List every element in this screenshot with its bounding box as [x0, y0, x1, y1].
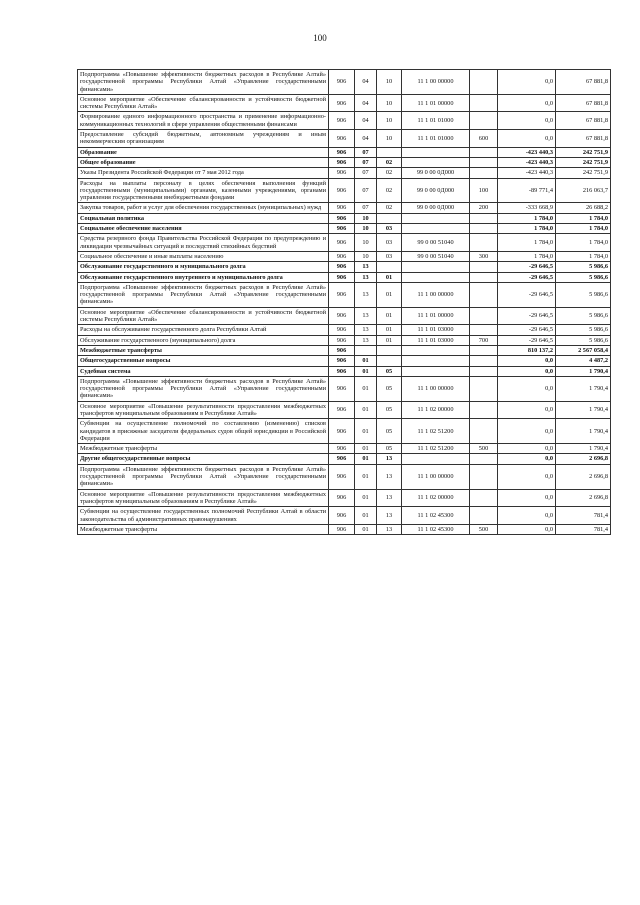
table-row: [78, 325, 611, 335]
row-amount-change: 0,0: [498, 524, 556, 534]
row-subsection-code: 01: [377, 307, 402, 325]
row-amount-total: 242 751,9: [556, 157, 611, 167]
row-section-code: 01: [355, 489, 377, 507]
row-amount-change: 0,0: [498, 444, 556, 454]
row-target-article: 11 1 02 00000: [402, 401, 470, 419]
row-expense-type: [470, 454, 498, 464]
row-admin-code: 906: [329, 366, 355, 376]
table-row: [78, 224, 611, 234]
row-target-article: [402, 272, 470, 282]
row-admin-code: 906: [329, 356, 355, 366]
row-name: Подпрограмма «Повышение эффективности бюджетных расходов в Республике Алтай» государственной программы Республики Алтай «Управление государственными финансами»: [78, 464, 329, 489]
row-admin-code: 906: [329, 489, 355, 507]
row-admin-code: 906: [329, 307, 355, 325]
row-subsection-code: 02: [377, 157, 402, 167]
row-name: Межбюджетные трансферты: [78, 444, 329, 454]
row-expense-type: [470, 282, 498, 307]
row-amount-total: 5 986,6: [556, 262, 611, 272]
row-expense-type: [470, 366, 498, 376]
table-row: [78, 234, 611, 252]
row-section-code: 04: [355, 94, 377, 112]
row-name: Социальное обеспечение населения: [78, 224, 329, 234]
row-expense-type: 100: [470, 178, 498, 203]
row-section-code: 07: [355, 203, 377, 213]
row-admin-code: 906: [329, 454, 355, 464]
row-admin-code: 906: [329, 234, 355, 252]
row-admin-code: 906: [329, 272, 355, 282]
row-amount-total: 1 790,4: [556, 376, 611, 401]
row-subsection-code: 01: [377, 282, 402, 307]
row-target-article: 11 1 01 03000: [402, 335, 470, 345]
row-subsection-code: 10: [377, 70, 402, 95]
row-name: Основное мероприятие «Обеспечение сбалансированности и устойчивости бюджетной системы Республики Алтай»: [78, 94, 329, 112]
row-target-article: 11 1 01 01000: [402, 130, 470, 148]
row-expense-type: [470, 489, 498, 507]
row-target-article: 11 1 00 00000: [402, 70, 470, 95]
row-section-code: 01: [355, 444, 377, 454]
row-section-code: 01: [355, 507, 377, 525]
row-section-code: 10: [355, 224, 377, 234]
table-row: [78, 489, 611, 507]
row-subsection-code: [377, 345, 402, 355]
row-admin-code: 906: [329, 325, 355, 335]
row-expense-type: [470, 213, 498, 223]
row-target-article: 11 1 00 00000: [402, 376, 470, 401]
row-admin-code: 906: [329, 112, 355, 130]
row-expense-type: [470, 112, 498, 130]
row-section-code: 07: [355, 147, 377, 157]
row-amount-total: 4 487,2: [556, 356, 611, 366]
row-expense-type: [470, 307, 498, 325]
row-amount-change: 1 784,0: [498, 234, 556, 252]
row-amount-change: -29 646,5: [498, 325, 556, 335]
row-amount-total: 2 696,8: [556, 454, 611, 464]
row-name: Расходы на обслуживание государственного долга Республики Алтай: [78, 325, 329, 335]
row-expense-type: [470, 345, 498, 355]
row-section-code: 07: [355, 178, 377, 203]
row-name: Другие общегосударственные вопросы: [78, 454, 329, 464]
row-name: Межбюджетные трансферты: [78, 345, 329, 355]
row-amount-total: 2 696,8: [556, 464, 611, 489]
row-target-article: 99 0 00 0Д000: [402, 168, 470, 178]
row-section-code: 13: [355, 262, 377, 272]
table-row: [78, 282, 611, 307]
row-subsection-code: 01: [377, 272, 402, 282]
row-section-code: 04: [355, 70, 377, 95]
row-expense-type: [470, 157, 498, 167]
row-section-code: 13: [355, 272, 377, 282]
row-section-code: 13: [355, 282, 377, 307]
row-amount-change: 1 784,0: [498, 224, 556, 234]
table-body: [78, 70, 611, 535]
table-row: [78, 157, 611, 167]
table-row: [78, 376, 611, 401]
row-expense-type: [470, 262, 498, 272]
row-expense-type: 500: [470, 524, 498, 534]
row-subsection-code: 13: [377, 464, 402, 489]
row-amount-change: 810 137,2: [498, 345, 556, 355]
row-expense-type: [470, 401, 498, 419]
row-subsection-code: 01: [377, 325, 402, 335]
row-subsection-code: 13: [377, 489, 402, 507]
row-name: Основное мероприятие «Повышение результативности предоставления межбюджетных трансфертов муниципальным образованиям в Республике Алтай»: [78, 489, 329, 507]
table-row: [78, 168, 611, 178]
row-expense-type: [470, 234, 498, 252]
row-target-article: 11 1 02 51200: [402, 444, 470, 454]
row-subsection-code: 03: [377, 234, 402, 252]
table-row: [78, 94, 611, 112]
table-row: [78, 507, 611, 525]
row-section-code: 01: [355, 524, 377, 534]
row-name: Общегосударственные вопросы: [78, 356, 329, 366]
row-amount-change: 0,0: [498, 112, 556, 130]
table-row: [78, 272, 611, 282]
row-subsection-code: 03: [377, 251, 402, 261]
table-row: [78, 130, 611, 148]
row-amount-total: 5 986,6: [556, 325, 611, 335]
row-admin-code: 906: [329, 94, 355, 112]
row-subsection-code: 05: [377, 444, 402, 454]
row-subsection-code: 05: [377, 401, 402, 419]
row-section-code: 10: [355, 213, 377, 223]
row-name: Подпрограмма «Повышение эффективности бюджетных расходов в Республике Алтай» государственной программы Республики Алтай «Управление государственными финансами»: [78, 282, 329, 307]
row-subsection-code: 10: [377, 94, 402, 112]
row-amount-change: 0,0: [498, 507, 556, 525]
row-admin-code: 906: [329, 345, 355, 355]
table-row: [78, 213, 611, 223]
row-amount-change: -29 646,5: [498, 282, 556, 307]
row-subsection-code: [377, 262, 402, 272]
row-target-article: 99 0 00 51040: [402, 251, 470, 261]
table-row: [78, 419, 611, 444]
row-amount-total: 67 881,8: [556, 70, 611, 95]
row-admin-code: 906: [329, 524, 355, 534]
row-admin-code: 906: [329, 376, 355, 401]
row-amount-change: -423 440,3: [498, 157, 556, 167]
row-section-code: 10: [355, 234, 377, 252]
row-name: Подпрограмма «Повышение эффективности бюджетных расходов в Республике Алтай» государственной программы Республики Алтай «Управление государственными финансами»: [78, 70, 329, 95]
row-name: Формирование единого информационного пространства и применение информационно-коммуникационных технологий в сфере управления общественными финансами: [78, 112, 329, 130]
row-amount-change: 0,0: [498, 366, 556, 376]
row-amount-total: 781,4: [556, 507, 611, 525]
row-subsection-code: 01: [377, 335, 402, 345]
row-amount-total: 1 784,0: [556, 234, 611, 252]
row-subsection-code: 05: [377, 376, 402, 401]
row-admin-code: 906: [329, 444, 355, 454]
row-subsection-code: 10: [377, 130, 402, 148]
row-expense-type: 600: [470, 130, 498, 148]
row-admin-code: 906: [329, 130, 355, 148]
row-expense-type: [470, 356, 498, 366]
row-expense-type: [470, 94, 498, 112]
table-row: [78, 345, 611, 355]
row-amount-change: 0,0: [498, 401, 556, 419]
row-expense-type: [470, 224, 498, 234]
row-admin-code: 906: [329, 419, 355, 444]
row-amount-change: -29 646,5: [498, 335, 556, 345]
row-expense-type: [470, 376, 498, 401]
row-section-code: 04: [355, 112, 377, 130]
table-row: [78, 524, 611, 534]
row-target-article: [402, 454, 470, 464]
row-amount-change: 1 784,0: [498, 251, 556, 261]
row-admin-code: 906: [329, 224, 355, 234]
row-target-article: [402, 224, 470, 234]
row-amount-total: 1 784,0: [556, 251, 611, 261]
row-admin-code: 906: [329, 157, 355, 167]
row-target-article: 11 1 02 45300: [402, 524, 470, 534]
page-number: 100: [313, 33, 327, 43]
row-target-article: 11 1 00 00000: [402, 464, 470, 489]
row-amount-change: -333 668,9: [498, 203, 556, 213]
table-row: [78, 356, 611, 366]
row-name: Межбюджетные трансферты: [78, 524, 329, 534]
table-row: [78, 401, 611, 419]
row-amount-change: 0,0: [498, 70, 556, 95]
row-expense-type: [470, 464, 498, 489]
row-admin-code: 906: [329, 401, 355, 419]
row-amount-change: 0,0: [498, 454, 556, 464]
row-amount-total: 1 790,4: [556, 444, 611, 454]
row-name: Образование: [78, 147, 329, 157]
row-amount-change: -89 771,4: [498, 178, 556, 203]
row-admin-code: 906: [329, 464, 355, 489]
row-amount-total: 1 790,4: [556, 366, 611, 376]
row-admin-code: 906: [329, 213, 355, 223]
row-amount-change: 1 784,0: [498, 213, 556, 223]
row-name: Указы Президента Российской Федерации от 7 мая 2012 года: [78, 168, 329, 178]
row-amount-total: 1 784,0: [556, 224, 611, 234]
row-target-article: 99 0 00 0Д000: [402, 178, 470, 203]
row-target-article: [402, 213, 470, 223]
budget-table: [77, 69, 611, 535]
row-amount-change: 0,0: [498, 130, 556, 148]
row-target-article: [402, 157, 470, 167]
row-amount-total: 5 986,6: [556, 282, 611, 307]
row-expense-type: [470, 507, 498, 525]
row-expense-type: 500: [470, 444, 498, 454]
row-name: Социальная политика: [78, 213, 329, 223]
row-admin-code: 906: [329, 178, 355, 203]
row-admin-code: 906: [329, 147, 355, 157]
row-name: Обслуживание государственного (муниципального) долга: [78, 335, 329, 345]
row-amount-change: 0,0: [498, 419, 556, 444]
row-target-article: 11 1 01 00000: [402, 307, 470, 325]
row-target-article: 11 1 01 01000: [402, 112, 470, 130]
table-row: [78, 454, 611, 464]
row-subsection-code: [377, 147, 402, 157]
row-target-article: 99 0 00 0Д000: [402, 203, 470, 213]
row-amount-change: -29 646,5: [498, 272, 556, 282]
row-amount-change: 0,0: [498, 94, 556, 112]
row-section-code: 07: [355, 168, 377, 178]
row-amount-total: 2 696,8: [556, 489, 611, 507]
table-row: [78, 70, 611, 95]
row-subsection-code: 05: [377, 419, 402, 444]
row-name: Общее образование: [78, 157, 329, 167]
row-amount-total: 5 986,6: [556, 272, 611, 282]
row-target-article: [402, 356, 470, 366]
row-amount-change: -29 646,5: [498, 307, 556, 325]
row-amount-total: 242 751,9: [556, 168, 611, 178]
row-name: Расходы на выплаты персоналу в целях обеспечения выполнения функций государственными (муниципальными) органами, казенными учреждениями, органами управления государственными внебюджетными фондами: [78, 178, 329, 203]
row-section-code: 01: [355, 464, 377, 489]
row-expense-type: 700: [470, 335, 498, 345]
row-target-article: [402, 147, 470, 157]
row-name: Подпрограмма «Повышение эффективности бюджетных расходов в Республике Алтай» государственной программы Республики Алтай «Управление государственными финансами»: [78, 376, 329, 401]
row-name: Социальное обеспечение и иные выплаты населению: [78, 251, 329, 261]
row-amount-total: 67 881,8: [556, 112, 611, 130]
row-expense-type: [470, 419, 498, 444]
row-target-article: 11 1 00 00000: [402, 282, 470, 307]
row-amount-change: 0,0: [498, 489, 556, 507]
row-amount-change: -29 646,5: [498, 262, 556, 272]
row-admin-code: 906: [329, 168, 355, 178]
row-section-code: 10: [355, 251, 377, 261]
row-name: Обслуживание государственного внутреннего и муниципального долга: [78, 272, 329, 282]
row-amount-total: 781,4: [556, 524, 611, 534]
row-subsection-code: 13: [377, 524, 402, 534]
row-name: Судебная система: [78, 366, 329, 376]
row-name: Предоставление субсидий бюджетным, автономным учреждениям и иным некоммерческим организациям: [78, 130, 329, 148]
row-name: Средства резервного фонда Правительства Российской Федерации по предупреждению и ликвидации чрезвычайных ситуаций и последствий стихийных бедствий: [78, 234, 329, 252]
table-row: [78, 464, 611, 489]
table-row: [78, 366, 611, 376]
row-target-article: [402, 262, 470, 272]
row-amount-total: 216 063,7: [556, 178, 611, 203]
row-amount-change: 0,0: [498, 356, 556, 366]
row-section-code: 07: [355, 157, 377, 167]
row-subsection-code: 02: [377, 203, 402, 213]
row-section-code: [355, 345, 377, 355]
row-expense-type: [470, 70, 498, 95]
row-target-article: [402, 345, 470, 355]
row-subsection-code: [377, 356, 402, 366]
row-section-code: 04: [355, 130, 377, 148]
row-section-code: 13: [355, 307, 377, 325]
table-row: [78, 203, 611, 213]
row-subsection-code: 13: [377, 454, 402, 464]
row-admin-code: 906: [329, 251, 355, 261]
row-target-article: 11 1 02 45300: [402, 507, 470, 525]
row-target-article: 11 1 01 03000: [402, 325, 470, 335]
row-subsection-code: 03: [377, 224, 402, 234]
table-row: [78, 147, 611, 157]
row-amount-total: 1 784,0: [556, 213, 611, 223]
row-section-code: 13: [355, 325, 377, 335]
row-section-code: 01: [355, 419, 377, 444]
row-expense-type: [470, 325, 498, 335]
row-section-code: 01: [355, 356, 377, 366]
row-expense-type: [470, 168, 498, 178]
row-amount-change: -423 440,3: [498, 168, 556, 178]
row-subsection-code: 02: [377, 178, 402, 203]
row-amount-change: 0,0: [498, 464, 556, 489]
row-amount-total: 5 986,6: [556, 335, 611, 345]
row-amount-total: 1 790,4: [556, 401, 611, 419]
row-admin-code: 906: [329, 335, 355, 345]
row-target-article: 11 1 02 51200: [402, 419, 470, 444]
row-amount-total: 67 881,8: [556, 130, 611, 148]
row-target-article: 11 1 02 00000: [402, 489, 470, 507]
table-row: [78, 178, 611, 203]
row-expense-type: [470, 272, 498, 282]
row-admin-code: 906: [329, 70, 355, 95]
row-target-article: 11 1 01 00000: [402, 94, 470, 112]
row-name: Субвенции на осуществление государственных полномочий Республики Алтай в области законодательства об административных правонарушениях: [78, 507, 329, 525]
row-target-article: 99 0 00 51040: [402, 234, 470, 252]
row-target-article: [402, 366, 470, 376]
row-subsection-code: 02: [377, 168, 402, 178]
row-admin-code: 906: [329, 262, 355, 272]
row-admin-code: 906: [329, 203, 355, 213]
row-section-code: 13: [355, 335, 377, 345]
row-amount-total: 67 881,8: [556, 94, 611, 112]
row-subsection-code: 05: [377, 366, 402, 376]
row-amount-total: 5 986,6: [556, 307, 611, 325]
row-subsection-code: 10: [377, 112, 402, 130]
row-amount-total: 1 790,4: [556, 419, 611, 444]
row-amount-total: 2 567 058,4: [556, 345, 611, 355]
row-section-code: 01: [355, 401, 377, 419]
row-subsection-code: 13: [377, 507, 402, 525]
row-expense-type: 200: [470, 203, 498, 213]
row-amount-total: 26 688,2: [556, 203, 611, 213]
table-row: [78, 112, 611, 130]
row-name: Основное мероприятие «Обеспечение сбалансированности и устойчивости бюджетной системы Республики Алтай»: [78, 307, 329, 325]
row-amount-change: -423 440,3: [498, 147, 556, 157]
row-section-code: 01: [355, 454, 377, 464]
row-name: Основное мероприятие «Повышение результативности предоставления межбюджетных трансфертов муниципальным образованиям в Республике Алтай»: [78, 401, 329, 419]
table-row: [78, 251, 611, 261]
row-section-code: 01: [355, 376, 377, 401]
row-admin-code: 906: [329, 282, 355, 307]
row-subsection-code: [377, 213, 402, 223]
row-section-code: 01: [355, 366, 377, 376]
table-row: [78, 307, 611, 325]
row-admin-code: 906: [329, 507, 355, 525]
table-row: [78, 335, 611, 345]
row-expense-type: [470, 147, 498, 157]
row-expense-type: 300: [470, 251, 498, 261]
table-row: [78, 444, 611, 454]
row-amount-change: 0,0: [498, 376, 556, 401]
row-amount-total: 242 751,9: [556, 147, 611, 157]
row-name: Закупка товаров, работ и услуг для обеспечения государственных (муниципальных) нужд: [78, 203, 329, 213]
row-name: Субвенции на осуществление полномочий по составлению (изменению) списков кандидатов в присяжные заседатели федеральных судов общей юрисдикции в Российской Федерации: [78, 419, 329, 444]
table-row: [78, 262, 611, 272]
row-name: Обслуживание государственного и муниципального долга: [78, 262, 329, 272]
